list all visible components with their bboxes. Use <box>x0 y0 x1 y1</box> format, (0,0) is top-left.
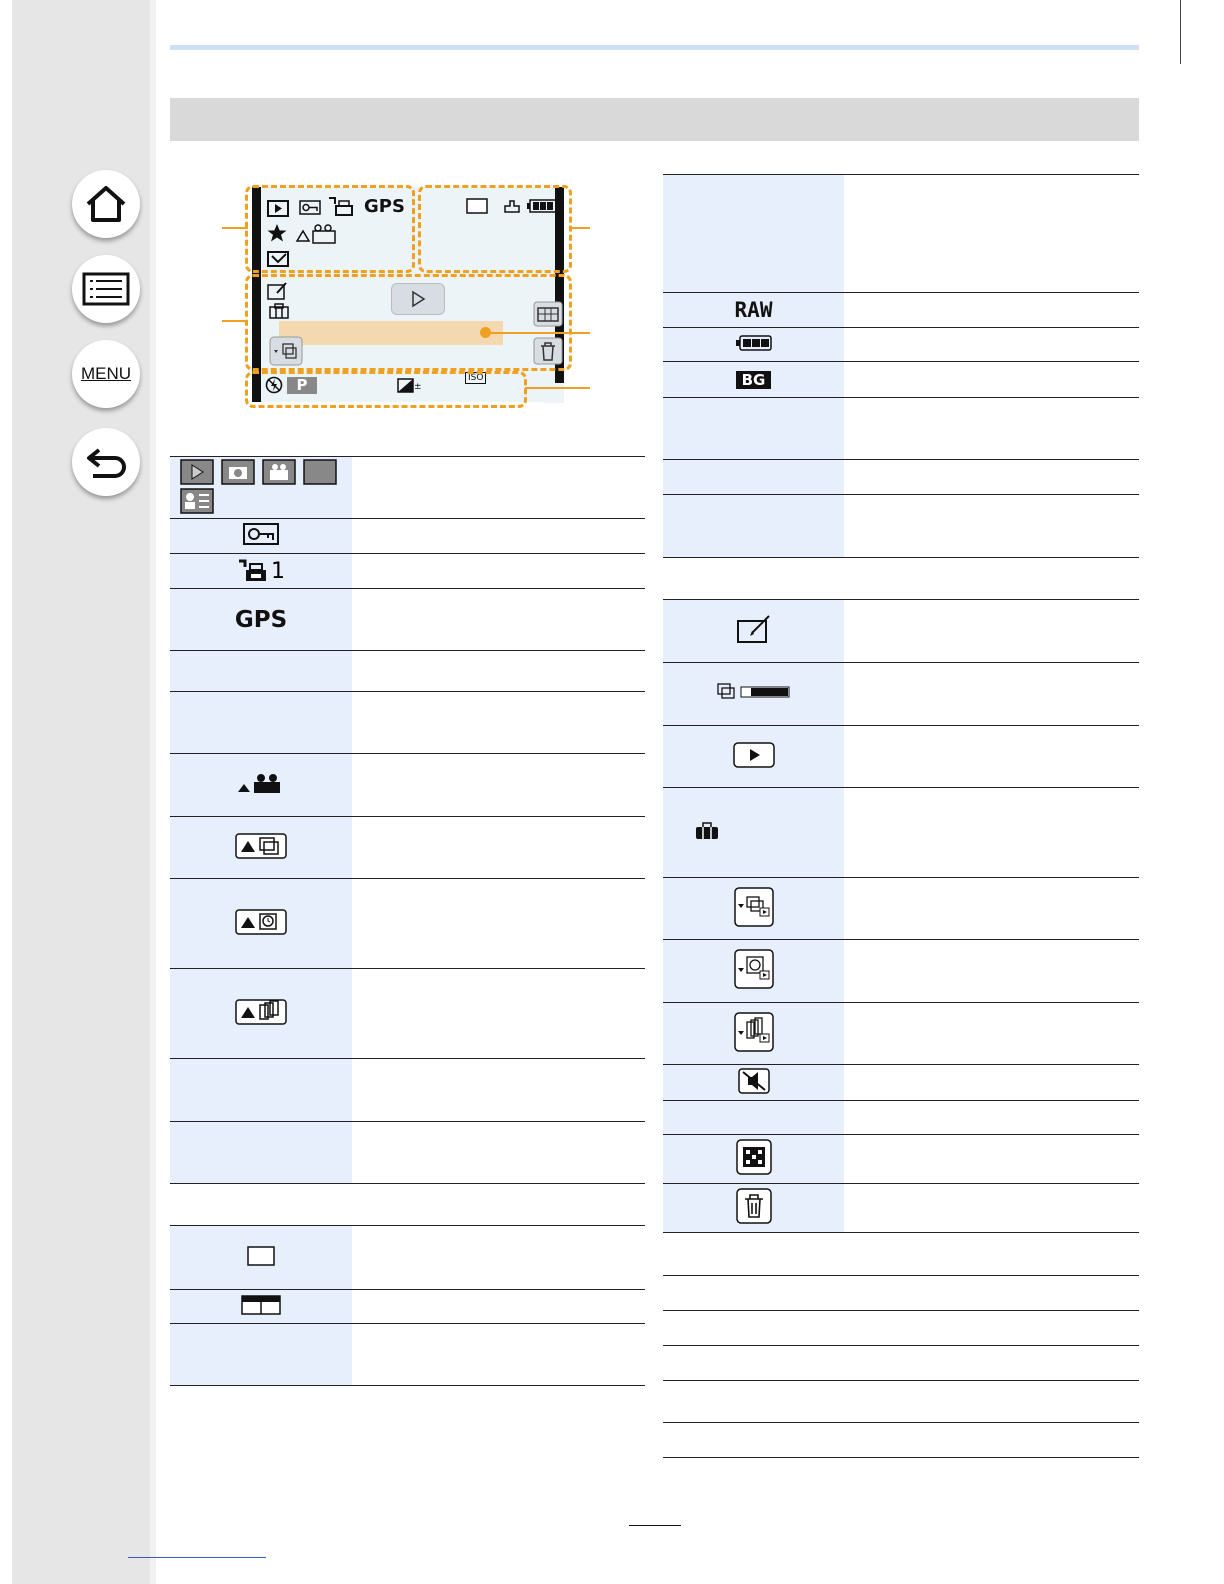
text-stamp-icon <box>736 614 772 644</box>
mode-icons-cell <box>170 457 352 519</box>
play-icon <box>733 742 775 768</box>
empty-cell <box>663 460 844 495</box>
burst-playback-cell <box>663 878 844 940</box>
header-rule <box>170 45 1139 50</box>
empty-cell <box>663 495 844 558</box>
highlight-area-3 <box>245 274 572 371</box>
menu-label: MENU <box>80 364 132 383</box>
stop-motion-group-cell <box>170 969 352 1059</box>
back-icon <box>83 444 129 480</box>
blank-row <box>663 1346 1139 1381</box>
bg-badge: BG <box>736 371 772 389</box>
delete-cell <box>663 1184 844 1233</box>
blank-row <box>663 1381 1139 1423</box>
stop-motion-playback-cell <box>663 1003 844 1065</box>
empty-cell <box>170 1324 352 1386</box>
empty-cell <box>170 651 352 692</box>
mute-cell <box>663 1065 844 1101</box>
empty-cell <box>663 398 844 460</box>
right-icon-table <box>663 174 1139 1458</box>
page-edge-line <box>1180 0 1181 64</box>
gps-indicator: GPS <box>364 196 405 217</box>
gps-cell <box>170 589 352 651</box>
iso-indicator: ISO <box>465 372 486 384</box>
protect-icon-cell <box>170 519 352 554</box>
battery-icon <box>736 335 772 351</box>
interval-group-cell <box>170 879 352 969</box>
print-count: 1 <box>271 558 285 584</box>
blank-row <box>663 1311 1139 1346</box>
protect-icon <box>243 523 279 545</box>
interval-playback-icon <box>734 949 774 989</box>
bg-cell <box>663 362 844 398</box>
picture-size-icon <box>241 1295 281 1315</box>
travel-date-cell <box>663 788 844 878</box>
contents-icon <box>82 272 130 306</box>
footer-link-underline[interactable] <box>128 1557 266 1558</box>
leader-line-5 <box>525 387 590 389</box>
burst-group-cell <box>170 817 352 879</box>
highlight-area-2 <box>418 185 572 273</box>
motion-picture-marker-icon <box>236 772 286 794</box>
travel-date-icon <box>695 822 719 840</box>
empty-cell <box>170 1122 352 1184</box>
print-setting-icon <box>237 559 271 583</box>
screen-corner <box>544 383 564 403</box>
picture-size-cell <box>170 1290 352 1324</box>
stop-motion-group-icon <box>235 999 287 1025</box>
burst-playback-icon <box>734 887 774 927</box>
play-button-cell <box>663 726 844 788</box>
aspect-ratio-icon <box>247 1246 275 1266</box>
delete-icon <box>736 1188 772 1224</box>
back-button[interactable] <box>72 428 140 496</box>
leader-dot <box>480 327 491 338</box>
mute-icon <box>738 1068 770 1094</box>
raw-label: RAW <box>734 298 773 322</box>
empty-cell <box>663 175 844 293</box>
aspect-ratio-cell <box>170 1226 352 1290</box>
multi-playback-cell <box>663 1135 844 1184</box>
contents-button[interactable] <box>72 255 140 323</box>
print-count-cell <box>170 554 352 589</box>
section-row <box>170 1184 645 1226</box>
interval-group-icon <box>235 909 287 935</box>
empty-cell <box>170 1059 352 1122</box>
sidebar <box>12 0 150 1584</box>
empty-cell <box>170 692 352 754</box>
leader-line-4 <box>486 332 590 334</box>
highlight-area-4 <box>245 371 527 408</box>
leader-line-1 <box>222 227 248 229</box>
leader-line-3 <box>570 227 590 229</box>
sidebar-edge <box>150 0 156 1584</box>
section-row <box>663 1233 1139 1276</box>
menu-button[interactable] <box>72 340 140 408</box>
burst-progress-icon <box>717 683 791 701</box>
motion-picture-marker-cell <box>170 754 352 817</box>
svg-text:±: ± <box>414 382 422 392</box>
burst-group-icon <box>235 833 287 859</box>
highlight-area-1 <box>245 185 415 273</box>
burst-progress-cell <box>663 663 844 726</box>
recording-mode-badge: P <box>287 377 317 394</box>
left-icon-table <box>170 456 645 1386</box>
blank-row <box>663 1276 1139 1311</box>
recording-mode-icons <box>180 458 340 514</box>
section-row <box>663 558 1139 600</box>
gps-label: GPS <box>234 606 288 633</box>
page-number-underline <box>629 1525 681 1526</box>
section-header-bar <box>170 98 1139 141</box>
leader-line-2 <box>222 320 248 322</box>
multi-playback-icon <box>736 1139 772 1175</box>
blank-row <box>663 1423 1139 1458</box>
home-icon <box>84 184 128 224</box>
stop-motion-playback-icon <box>734 1012 774 1052</box>
battery-cell <box>663 328 844 362</box>
home-button[interactable] <box>72 170 140 238</box>
interval-playback-cell <box>663 940 844 1003</box>
empty-cell <box>663 1101 844 1135</box>
text-stamp-cell <box>663 600 844 663</box>
raw-cell <box>663 293 844 328</box>
